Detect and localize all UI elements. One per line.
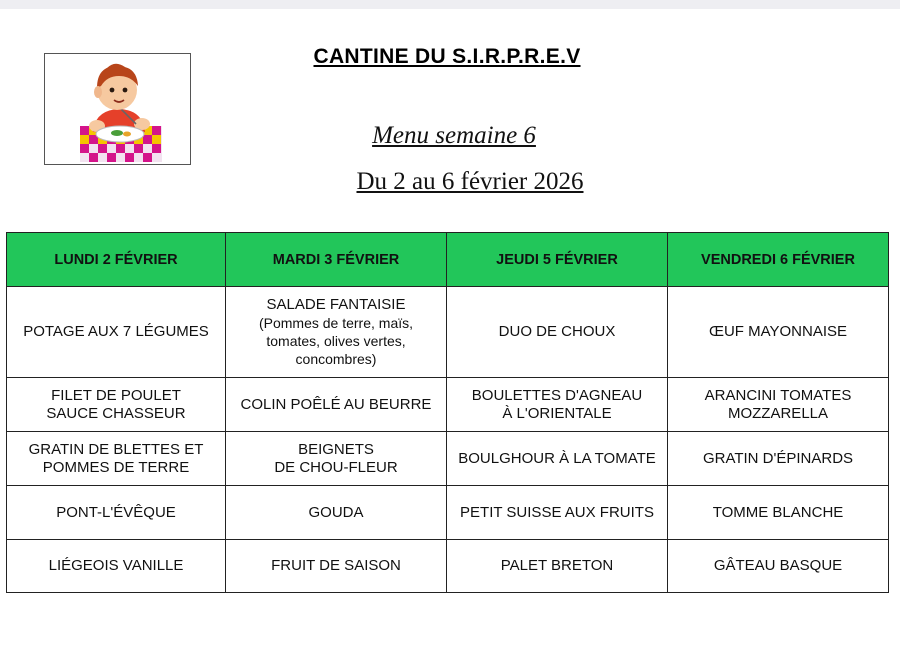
dish-name: LIÉGEOIS VANILLE (48, 557, 184, 574)
column-header-tuesday: MARDI 3 FÉVRIER (226, 233, 447, 287)
menu-cell (668, 378, 889, 432)
dish-name: DE CHOU-FLEUR (274, 458, 398, 476)
menu-cell (7, 287, 226, 378)
dish-name: BOULETTES D'AGNEAU (471, 386, 643, 404)
menu-cell (668, 287, 889, 378)
dish-detail: (Pommes de terre, maïs, (258, 315, 414, 331)
menu-cell (447, 287, 668, 378)
dish-name: POMMES DE TERRE (42, 458, 190, 476)
dish-name: GÂTEAU BASQUE (713, 557, 843, 574)
table-row-starter (7, 287, 889, 378)
dish-name: COLIN POÊLÉ AU BEURRE (240, 395, 432, 413)
table-row-cheese (7, 486, 889, 540)
dish-detail: concombres) (295, 351, 377, 367)
menu-cell (7, 540, 226, 593)
dish-name: ARANCINI TOMATES (704, 386, 852, 404)
dish-name: TOMME BLANCHE (712, 503, 844, 521)
menu-cell (226, 432, 447, 486)
page-title: CANTINE DU S.I.R.P.R.E.V (313, 45, 581, 68)
dish-name: FRUIT DE SAISON (271, 557, 401, 574)
column-header-thursday: JEUDI 5 FÉVRIER (447, 233, 668, 287)
table-row-main (7, 378, 889, 432)
menu-cell (668, 486, 889, 540)
dish-name: À L'ORIENTALE (502, 404, 612, 422)
dish-name: DUO DE CHOUX (498, 323, 616, 340)
menu-cell (447, 486, 668, 540)
dish-detail: tomates, olives vertes, (266, 333, 406, 349)
top-bar (0, 0, 900, 9)
table-row-side (7, 432, 889, 486)
dish-name: POTAGE AUX 7 LÉGUMES (23, 323, 209, 340)
menu-cell (7, 378, 226, 432)
dish-name: GRATIN D'ÉPINARDS (702, 449, 854, 467)
column-header-friday: VENDREDI 6 FÉVRIER (668, 233, 889, 287)
menu-table (6, 232, 889, 593)
menu-cell (7, 486, 226, 540)
dish-name: PALET BRETON (500, 557, 614, 574)
dish-name: SAUCE CHASSEUR (46, 404, 186, 422)
dish-name: GOUDA (308, 503, 364, 521)
date-range: Du 2 au 6 février 2026 (356, 168, 584, 195)
dish-name: PONT-L'ÉVÊQUE (56, 503, 176, 521)
column-header-monday: LUNDI 2 FÉVRIER (7, 233, 226, 287)
dish-name: MOZZARELLA (727, 404, 829, 422)
menu-cell (668, 432, 889, 486)
menu-cell (226, 378, 447, 432)
table-row-dessert (7, 540, 889, 593)
menu-cell (226, 540, 447, 593)
menu-cell (447, 540, 668, 593)
menu-cell (7, 432, 226, 486)
dish-name: SALADE FANTAISIE (266, 296, 406, 313)
menu-cell (226, 486, 447, 540)
dish-name: FILET DE POULET (51, 386, 181, 404)
dish-name: BOULGHOUR À LA TOMATE (458, 449, 656, 467)
dish-name: ŒUF MAYONNAISE (708, 323, 848, 340)
dish-name: GRATIN DE BLETTES ET (28, 440, 204, 458)
dish-name: PETIT SUISSE AUX FRUITS (460, 503, 654, 521)
menu-cell (226, 287, 447, 378)
dish-name: BEIGNETS (298, 440, 374, 458)
menu-cell (668, 540, 889, 593)
menu-week-subtitle: Menu semaine 6 (372, 122, 536, 149)
table-header-row (7, 233, 889, 287)
menu-cell (447, 432, 668, 486)
menu-cell (447, 378, 668, 432)
